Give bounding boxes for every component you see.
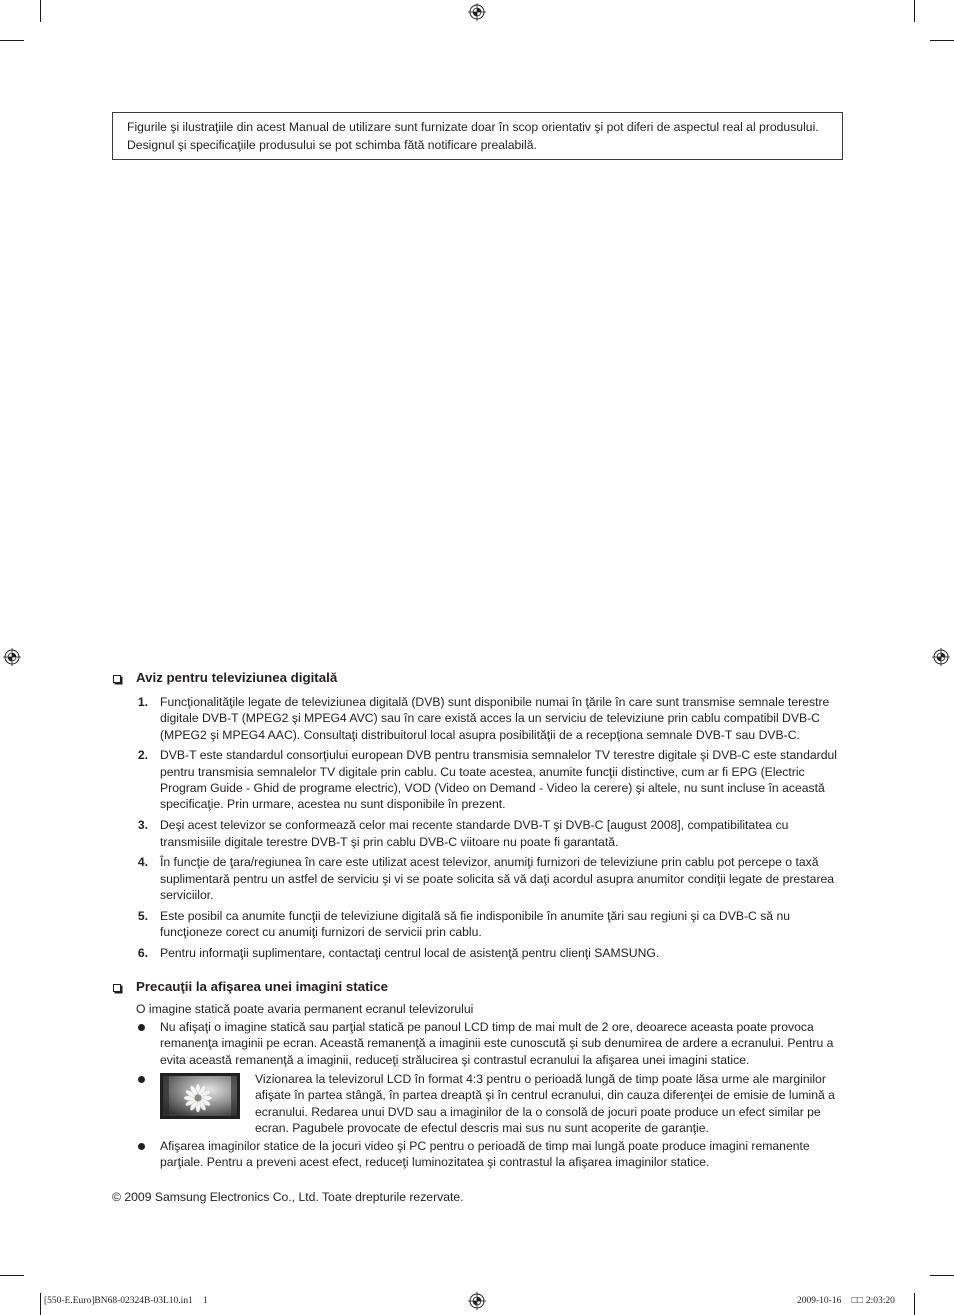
list-item-line: transmisiile digitale terestre DVB-T şi prin cablu DVB-C viitoare nu poate fi garantată. — [160, 834, 619, 849]
footer-page-number: 1 — [202, 1296, 208, 1306]
bullet-line: ecranului. Redarea unui DVD sau a imaginilor de la o consolă de jocuri poate produce un efect similar pe — [255, 1104, 821, 1119]
list-item — [0, 854, 954, 903]
bullet-line: evita această remanenţă a imaginii, reduceţi strălucirea şi contrastul ecranului la afişarea unei imagini statice. — [160, 1052, 750, 1067]
bullet-icon — [138, 1024, 145, 1031]
checkbox-square-icon — [113, 675, 121, 683]
bullet-icon — [138, 1076, 145, 1083]
bullet-line: ecran. Pagubele provocate de efectul descris mai sus nu sunt acoperite de garanţie. — [255, 1120, 709, 1135]
footer-time-glyphs: □□ — [851, 1296, 863, 1306]
list-item-line: Program Guide - Ghid de programe electric), VOD (Video on Demand - Video la cerere) şi altele, nu sunt incluse în această — [160, 781, 825, 796]
section-heading-digital-tv — [0, 670, 954, 687]
list-item-number: 3. — [137, 818, 148, 833]
list-item-line: funcţioneze corect cu anumiţi furnizori de servicii prin cablu. — [160, 925, 482, 940]
bullet-icon — [138, 1143, 145, 1150]
note-line: Figurile şi ilustraţiile din acest Manual de utilizare sunt furnizate doar în scop orientativ şi pot diferi de aspectul real al produsului. — [127, 120, 819, 134]
crop-mark-bottom-right-vertical — [914, 1293, 915, 1315]
list-item-line: Deşi acest televizor se conformează celor mai recente standarde DVB-T şi DVB-C [august 2008], compatibilitatea cu — [160, 818, 789, 833]
bullet-line: parţiale. Pentru a preveni acest efect, reduceţi luminozitatea şi contrastul la afişarea imaginilor statice. — [160, 1155, 710, 1170]
list-item-number: 2. — [137, 748, 148, 763]
list-item-line: DVB-T este standardul consorţiului european DVB pentru transmisia semnalelor TV terestre digitale şi DVB-C este standardul — [160, 748, 837, 763]
list-item-line: suplimentară pentru un astfel de serviciu şi vi se poate solicita să vă daţi acordul asupra anumitor condiţii legate de prestarea — [160, 871, 835, 886]
list-item-line: Este posibil ca anumite funcţii de televiziune digitală să fie indisponibile în anumite ţări sau regiuni şi ca DVB-C să nu — [160, 908, 791, 923]
list-item — [0, 817, 954, 850]
bullet-line: remanenţa imaginii pe ecran. Această remanenţă a imaginii este cunoscută şi sub denumirea de ardere a ecranului. Pentru a — [160, 1036, 834, 1051]
list-item-line: serviciilor. — [160, 888, 214, 903]
bullet-line: Afişarea imaginilor statice de la jocuri video şi PC pentru o perioadă de timp mai lungă poate produce imagini remanente — [160, 1139, 810, 1153]
list-item-line: pentru transmisia semnalelor TV digitale prin cablu. Cu toate acestea, anumite funcţii distinctive, cum ar fi EPG (Electric — [160, 764, 805, 779]
footer-time: 2:03:20 — [865, 1296, 895, 1306]
tv-static-image-picture — [160, 1073, 240, 1119]
bullet-item — [0, 1019, 954, 1068]
print-footer-left — [44, 1295, 208, 1307]
list-item-number: 5. — [137, 908, 148, 923]
registration-mark-icon — [2, 647, 22, 667]
crop-mark-top-right-vertical — [914, 0, 915, 22]
list-item — [0, 747, 954, 812]
list-item-line: În funcţie de ţara/regiunea în care este utilizat acest televizor, anumiţi furnizori de televiziune prin cablu pot percepe o taxă — [160, 855, 819, 870]
bullet-item — [0, 1071, 954, 1136]
section-heading-static-image — [0, 979, 954, 996]
list-item-number: 4. — [137, 855, 148, 870]
crop-mark-top-right-horizontal — [930, 40, 954, 41]
digital-tv-numbered-list — [0, 694, 954, 966]
list-item-line: Pentru informaţii suplimentare, contactaţi centrul local de asistenţă pentru clienţi SAMSUNG. — [160, 946, 660, 961]
copyright-text: © 2009 Samsung Electronics Co., Ltd. Toate drepturile rezervate. — [112, 1190, 464, 1204]
list-item-line: specificaţie. Prin urmare, acestea nu sunt disponibile în prezent. — [160, 797, 506, 812]
list-item-line: Funcţionalităţile legate de televiziunea digitală (DVB) sunt disponibile numai în ţările în care sunt transmise semnale terestre — [160, 695, 830, 709]
list-item-line: digitale DVB-T (MPEG2 şi MPEG4 AVC) sau în care există acces la un serviciu de televiziune prin cablu compatibil DVB-C — [160, 711, 820, 726]
list-item-number: 1. — [137, 695, 148, 709]
section-heading-text: Precauţii la afişarea unei imagini statice — [136, 979, 389, 994]
registration-mark-icon — [467, 2, 487, 22]
registration-mark-icon — [467, 1291, 487, 1311]
crop-mark-top-left-horizontal — [0, 40, 24, 41]
crop-mark-bottom-right-horizontal — [930, 1275, 954, 1276]
bullet-item — [0, 1138, 954, 1171]
note-line: Designul şi specificaţiile produsului se pot schimba fătă notificare prealabilă. — [127, 138, 537, 152]
bullet-line: Nu afişaţi o imagine statică sau parţial statică pe panoul LCD timp de mai mult de 2 ore, deoarece aceasta poate provoca — [160, 1020, 814, 1034]
checkbox-square-icon — [113, 984, 121, 992]
footer-file-name: [550-E.Euro]BN68-02324B-03L10.in1 — [44, 1296, 193, 1306]
crop-mark-bottom-left-horizontal — [0, 1275, 24, 1276]
bullet-line: afişate în partea stângă, în partea dreaptă şi în centrul ecranului, din cauza diferenţei de emisie de lumină a — [255, 1088, 835, 1103]
list-item-line: (MPEG2 şi MPEG4 AAC). Consultaţi distribuitorul local asupra posibilităţii de a recepţiona semnale DVB-T sau DVB-C. — [160, 727, 800, 742]
section-intro-text: O imagine statică poate avaria permanent ecranul televizorului — [136, 1002, 474, 1016]
list-item-number: 6. — [137, 946, 148, 961]
list-item — [0, 908, 954, 941]
disclaimer-note-box — [112, 112, 843, 160]
list-item — [0, 694, 954, 743]
list-item — [0, 945, 954, 961]
print-footer-right — [797, 1295, 895, 1307]
crop-mark-bottom-left-vertical — [40, 1293, 41, 1315]
section-heading-text: Aviz pentru televiziunea digitală — [136, 670, 338, 685]
bullet-line: Vizionarea la televizorul LCD în format 4:3 pentru o perioadă lungă de timp poate lăsa urme ale marginilor — [255, 1072, 826, 1086]
crop-mark-top-left-vertical — [40, 0, 41, 22]
footer-date: 2009-10-16 — [797, 1296, 842, 1306]
registration-mark-icon — [931, 647, 951, 667]
